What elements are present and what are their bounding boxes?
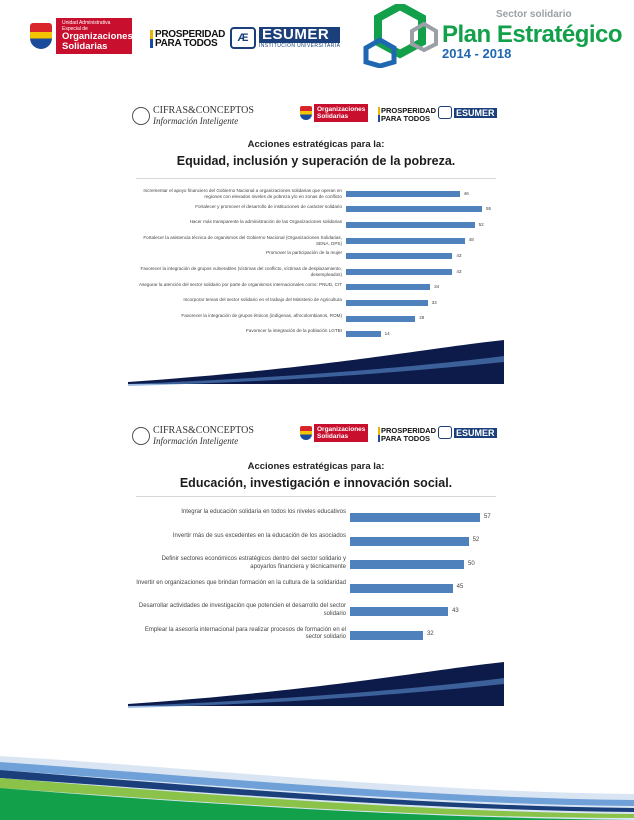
slide-esumer-logo: ESUMER [438,426,497,439]
chart-row [128,248,504,264]
bar-label: Promover la participación de la mujer [266,250,342,256]
cifras-conceptos-logo: CIFRAS&CONCEPTOS Información Inteligente [132,426,254,446]
bar [346,253,452,259]
slide-org-logo: Organizaciones Solidarias [300,424,368,442]
bar [346,222,475,228]
bar [350,607,448,616]
chart-row [128,600,504,624]
bar-label: Incrementar el apoyo financiero del Gobierno Nacional a organizaciones solidarias que operan en regiones con elevados niveles de pobreza y/o en zonas de conflicto [143,188,342,200]
bar-label: Favorecer la integración de la población LGTBI [245,328,342,334]
bar [350,631,423,640]
bar [350,560,464,569]
plan-hexagon-logo-icon [360,4,440,68]
divider [136,178,496,179]
bar-label: Favorecer la integración de grupos étnicos (indígenas, afrocolombianos, ROM) [181,312,342,318]
bar-value: 52 [472,537,480,544]
slide-org-logo: Organizaciones Solidarias [300,104,368,122]
chart-row [128,530,504,554]
plan-years: 2014 - 2018 [442,46,512,61]
chart-kicker: Acciones estratégicas para la: [247,461,385,472]
bar-label: Invertir más de sus excedentes en la educación de los asociados [172,532,346,539]
cifras-conceptos-logo: CIFRAS&CONCEPTOS Información Inteligente [132,106,254,126]
bar [346,206,482,212]
bar-label: Fortalecer la asistencia técnica de organismos del Gobierno Nacional (Organizaciones Solidarias, SENA, DPS) [143,234,342,246]
bar-label: Fortalecer y promover el desarrollo de instituciones de carácter solidario [195,203,342,209]
divider [136,496,496,497]
chart-row [128,506,504,530]
plan-title: Plan Estratégico [442,21,623,48]
bar-value: 28 [419,315,425,321]
bar-value: 45 [456,584,464,591]
coat-of-arms-icon [300,426,312,440]
organizaciones-solidarias-logo: Unidad Administrativa Especial de Organizaciones Solidarias [56,18,132,54]
bar [346,269,452,275]
chart-row [128,624,504,648]
chart-row [128,553,504,577]
bar-value: 50 [468,560,475,567]
bar [350,584,453,593]
bar [350,513,480,522]
bar [346,300,428,306]
chart-educacion [128,506,504,656]
bar [346,191,460,197]
bar [346,316,415,322]
chart-row [128,311,504,327]
plan-subtitle: Sector solidario [496,9,572,20]
chart-kicker: Acciones estratégicas para la: [247,139,385,150]
prosperidad-logo: PROSPERIDAD PARA TODOS [150,30,225,48]
chart-row [128,217,504,233]
bar-label: Emplear la asesoría internacional para realizar procesos de formación en el sector solidario [144,626,346,640]
coat-of-arms-icon [30,23,52,49]
cifras-circle-icon [132,427,150,445]
bar-label: Favorecer la integración de grupos vulnerables (víctimas del conflicto, víctimas de desplazamiento, desempleados) [140,266,342,278]
bar [346,331,381,337]
bar-value: 55 [486,206,492,212]
chart-equidad [128,186,504,346]
bar-label: Definir sectores económicos estratégicos dentro del sector solidario y apoyarlos financiera y técnicamente [161,556,346,570]
esumer-mark-icon [438,426,452,439]
chart-row [128,264,504,280]
bar-value: 43 [456,252,462,258]
slide-prosperidad-logo: PROSPERIDAD PARA TODOS [378,107,436,122]
chart-row [128,233,504,249]
bar-label: Invertir en organizaciones que brindan formación en la cultura de la solidaridad [136,579,346,586]
bar [346,238,465,244]
bar-label: Hacer más transparente la administración de las Organizaciones solidarias [189,219,342,225]
bar-label: Integrar la educación solidaria en todos los niveles educativos [181,509,346,515]
bar-label: Incorporar temas del sector solidario en el trabajo del Ministerio de Agricultura [183,297,342,303]
slide-esumer-logo: ESUMER [438,106,497,119]
footer-wave-decoration [0,748,634,820]
chart-row [128,295,504,311]
esumer-logo: Æ ESUMER INSTITUCIÓN UNIVERSITARIA [230,27,340,49]
slide-wave-decoration [128,660,504,710]
chart-title: Educación, investigación e innovación social. [179,476,453,490]
coat-of-arms-icon [300,106,312,120]
bar-value: 14 [384,330,390,336]
chart-title: Equidad, inclusión y superación de la pobreza. [176,154,456,168]
chart-row [128,280,504,296]
slide-wave-decoration [128,338,504,388]
bar-value: 48 [468,237,474,243]
chart-row [128,577,504,601]
bar-value: 33 [431,299,437,305]
chart-row [128,202,504,218]
bar-value: 43 [452,607,459,614]
slide-educacion [128,420,504,710]
slide-equidad [128,100,504,390]
esumer-mark-icon: Æ [230,27,256,49]
bar-value: 43 [456,268,462,274]
chart-row [128,186,504,202]
bar-value: 46 [463,190,469,196]
bar-label: Asegurar la atención del sector solidario por parte de organismos internacionales como: PNUD, CIT [139,281,342,287]
bar [350,537,469,546]
ministry-logo [30,18,132,54]
esumer-mark-icon [438,106,452,119]
bar-label: Desarrollar actividades de investigación que potencien el desarrollo del sector solidario [138,603,346,617]
bar-value: 34 [434,284,440,290]
cifras-circle-icon [132,107,150,125]
bar [346,284,430,290]
bar-value: 32 [426,631,434,638]
bar-value: 52 [478,221,484,227]
slide-prosperidad-logo: PROSPERIDAD PARA TODOS [378,427,436,442]
bar-value: 57 [484,513,491,520]
